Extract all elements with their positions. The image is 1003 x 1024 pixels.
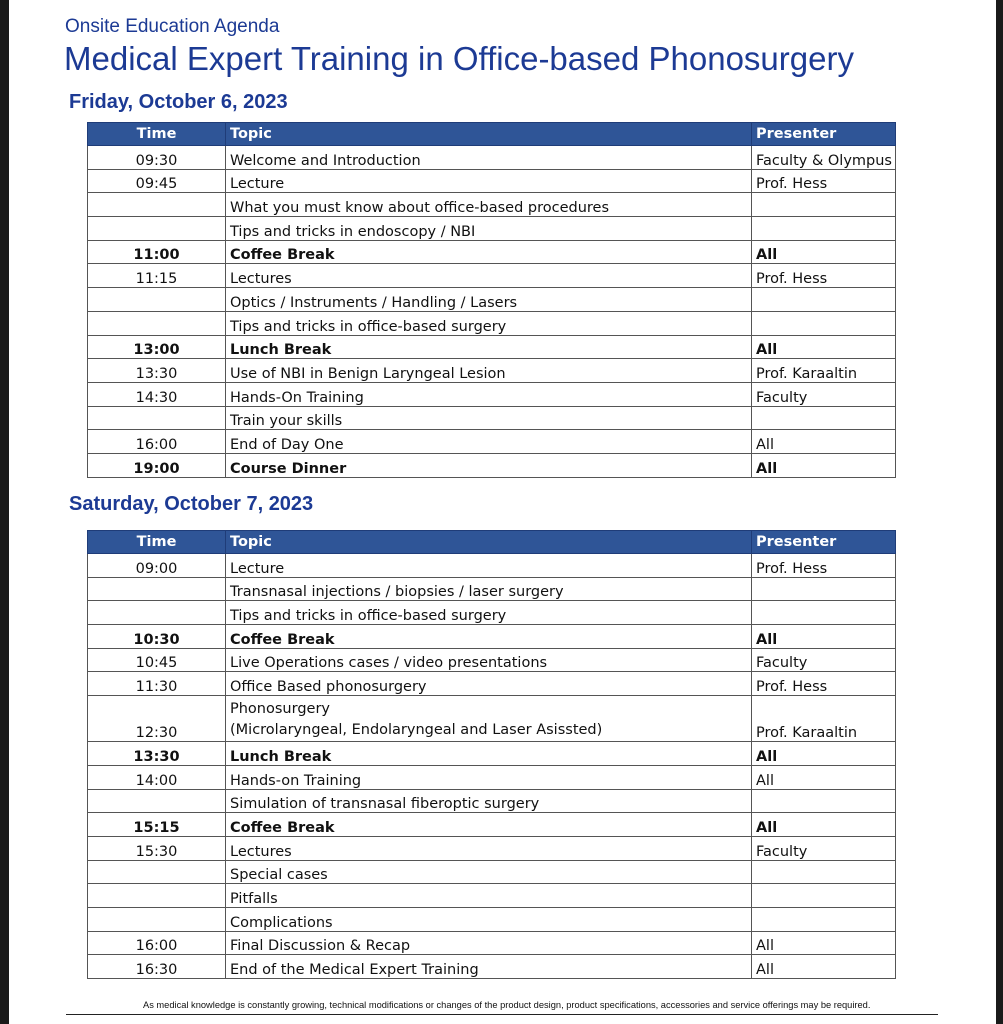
topic-cell: Coffee Break <box>226 813 752 837</box>
topic-cell: Lecture <box>226 554 752 578</box>
presenter-cell <box>752 884 896 908</box>
table-header-row <box>88 123 896 146</box>
topic-cell: Complications <box>226 907 752 931</box>
topic-cell: End of the Medical Expert Training <box>226 955 752 979</box>
time-cell: 16:30 <box>88 955 226 979</box>
presenter-cell <box>752 789 896 813</box>
table-row <box>88 311 896 335</box>
presenter-cell <box>752 601 896 625</box>
topic-cell: Tips and tricks in office-based surgery <box>226 311 752 335</box>
time-cell: 14:00 <box>88 765 226 789</box>
time-cell: 09:45 <box>88 169 226 193</box>
presenter-cell: All <box>752 453 896 477</box>
presenter-cell: Faculty & Olympus <box>752 146 896 170</box>
time-cell: 13:30 <box>88 742 226 766</box>
time-cell: 16:00 <box>88 931 226 955</box>
topic-cell: Coffee Break <box>226 240 752 264</box>
time-cell <box>88 311 226 335</box>
day2-heading: Saturday, October 7, 2023 <box>69 493 314 515</box>
table-row <box>88 836 896 860</box>
presenter-cell: Prof. Karaaltin <box>752 696 896 742</box>
presenter-column-header: Presenter <box>752 123 896 146</box>
day2-rows <box>88 554 896 979</box>
time-cell <box>88 789 226 813</box>
time-cell <box>88 577 226 601</box>
topic-cell: Special cases <box>226 860 752 884</box>
presenter-cell <box>752 577 896 601</box>
time-cell: 11:30 <box>88 672 226 696</box>
day1-heading: Friday, October 6, 2023 <box>69 91 288 113</box>
presenter-cell <box>752 406 896 430</box>
table-row <box>88 146 896 170</box>
topic-cell: Pitfalls <box>226 884 752 908</box>
topic-cell: What you must know about office-based procedures <box>226 193 752 217</box>
presenter-cell: All <box>752 742 896 766</box>
table-row <box>88 648 896 672</box>
footer-divider <box>66 1014 938 1015</box>
topic-cell: Lectures <box>226 264 752 288</box>
presenter-cell: Prof. Hess <box>752 169 896 193</box>
table-row <box>88 601 896 625</box>
time-column-header: Time <box>88 531 226 554</box>
time-cell: 09:00 <box>88 554 226 578</box>
scan-border-right <box>996 0 1003 1024</box>
table-row <box>88 453 896 477</box>
time-cell: 14:30 <box>88 382 226 406</box>
table-row <box>88 264 896 288</box>
table-row <box>88 217 896 241</box>
topic-cell: Use of NBI in Benign Laryngeal Lesion <box>226 359 752 383</box>
time-cell: 13:00 <box>88 335 226 359</box>
topic-line: Phonosurgery <box>230 701 330 718</box>
presenter-cell: All <box>752 625 896 649</box>
time-cell <box>88 601 226 625</box>
presenter-cell <box>752 907 896 931</box>
table-row <box>88 696 896 742</box>
table-row <box>88 554 896 578</box>
table-row <box>88 193 896 217</box>
topic-cell: Final Discussion & Recap <box>226 931 752 955</box>
topic-line: (Microlaryngeal, Endolaryngeal and Laser Asissted) <box>230 722 603 739</box>
presenter-cell: All <box>752 335 896 359</box>
topic-cell: Lunch Break <box>226 742 752 766</box>
presenter-cell: Prof. Karaaltin <box>752 359 896 383</box>
table-row <box>88 382 896 406</box>
topic-cell: Hands-on Training <box>226 765 752 789</box>
presenter-cell: All <box>752 931 896 955</box>
disclaimer-footnote: As medical knowledge is constantly growing, technical modifications or changes of the product design, product specifications, accessories and service offerings may be required. <box>143 1000 871 1010</box>
table-row <box>88 577 896 601</box>
scan-border-left <box>0 0 9 1024</box>
time-cell <box>88 907 226 931</box>
time-cell: 10:30 <box>88 625 226 649</box>
table-row <box>88 359 896 383</box>
time-cell: 10:45 <box>88 648 226 672</box>
table-row <box>88 955 896 979</box>
topic-cell <box>226 696 752 742</box>
document-title: Medical Expert Training in Office-based Phonosurgery <box>64 40 854 77</box>
topic-cell: Train your skills <box>226 406 752 430</box>
time-cell: 13:30 <box>88 359 226 383</box>
topic-cell: Tips and tricks in endoscopy / NBI <box>226 217 752 241</box>
topic-cell: Lecture <box>226 169 752 193</box>
presenter-cell: All <box>752 813 896 837</box>
presenter-cell <box>752 311 896 335</box>
presenter-cell <box>752 217 896 241</box>
topic-cell: Tips and tricks in office-based surgery <box>226 601 752 625</box>
presenter-cell: All <box>752 765 896 789</box>
time-cell <box>88 288 226 312</box>
topic-cell: Live Operations cases / video presentations <box>226 648 752 672</box>
presenter-cell <box>752 860 896 884</box>
table-row <box>88 288 896 312</box>
topic-cell: Hands-On Training <box>226 382 752 406</box>
presenter-cell: Prof. Hess <box>752 672 896 696</box>
table-row <box>88 765 896 789</box>
presenter-cell: Faculty <box>752 836 896 860</box>
time-cell <box>88 884 226 908</box>
table-row <box>88 907 896 931</box>
table-row <box>88 789 896 813</box>
day2-agenda-table <box>87 530 896 979</box>
table-row <box>88 406 896 430</box>
presenter-cell: Faculty <box>752 382 896 406</box>
topic-cell: Course Dinner <box>226 453 752 477</box>
day1-rows <box>88 146 896 478</box>
day1-agenda-table <box>87 122 896 478</box>
time-column-header: Time <box>88 123 226 146</box>
topic-cell: Optics / Instruments / Handling / Lasers <box>226 288 752 312</box>
topic-cell: Lunch Break <box>226 335 752 359</box>
time-cell: 19:00 <box>88 453 226 477</box>
presenter-cell <box>752 288 896 312</box>
presenter-cell: All <box>752 430 896 454</box>
topic-cell: Simulation of transnasal fiberoptic surgery <box>226 789 752 813</box>
table-row <box>88 884 896 908</box>
table-row <box>88 430 896 454</box>
topic-cell: End of Day One <box>226 430 752 454</box>
presenter-cell: Prof. Hess <box>752 264 896 288</box>
time-cell <box>88 406 226 430</box>
table-row <box>88 335 896 359</box>
time-cell: 09:30 <box>88 146 226 170</box>
topic-cell: Office Based phonosurgery <box>226 672 752 696</box>
time-cell <box>88 860 226 884</box>
time-cell <box>88 193 226 217</box>
table-row <box>88 931 896 955</box>
table-row <box>88 672 896 696</box>
topic-cell: Lectures <box>226 836 752 860</box>
time-cell: 11:15 <box>88 264 226 288</box>
table-header-row <box>88 531 896 554</box>
time-cell: 15:30 <box>88 836 226 860</box>
time-cell: 16:00 <box>88 430 226 454</box>
time-cell: 12:30 <box>88 696 226 742</box>
time-cell: 15:15 <box>88 813 226 837</box>
topic-column-header: Topic <box>226 123 752 146</box>
presenter-cell <box>752 193 896 217</box>
topic-cell: Coffee Break <box>226 625 752 649</box>
document-eyebrow: Onsite Education Agenda <box>65 16 280 37</box>
topic-column-header: Topic <box>226 531 752 554</box>
topic-cell: Transnasal injections / biopsies / laser surgery <box>226 577 752 601</box>
table-row <box>88 240 896 264</box>
presenter-cell: All <box>752 955 896 979</box>
presenter-cell: Faculty <box>752 648 896 672</box>
presenter-cell: Prof. Hess <box>752 554 896 578</box>
table-row <box>88 625 896 649</box>
time-cell: 11:00 <box>88 240 226 264</box>
topic-cell: Welcome and Introduction <box>226 146 752 170</box>
table-row <box>88 742 896 766</box>
table-row <box>88 169 896 193</box>
presenter-column-header: Presenter <box>752 531 896 554</box>
time-cell <box>88 217 226 241</box>
table-row <box>88 860 896 884</box>
table-row <box>88 813 896 837</box>
presenter-cell: All <box>752 240 896 264</box>
